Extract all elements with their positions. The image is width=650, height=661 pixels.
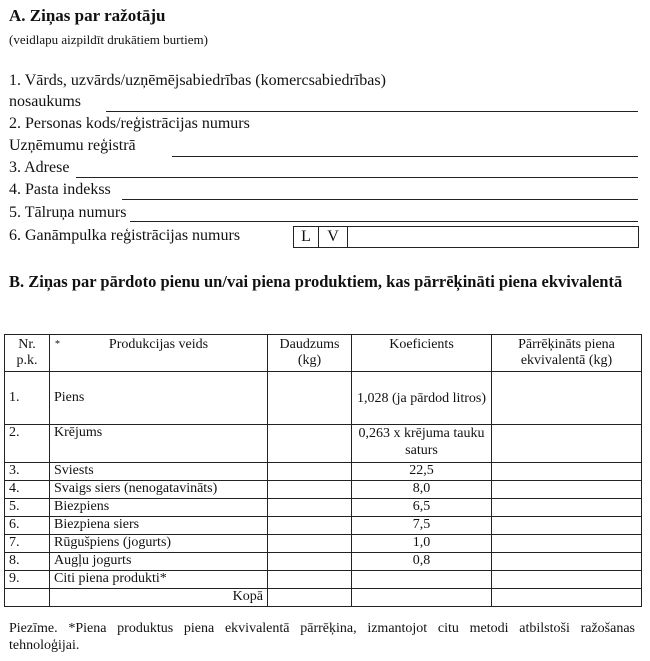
row-nr: 4. bbox=[5, 481, 50, 499]
row-coefficient: 8,0 bbox=[352, 481, 492, 499]
row-product: Rūgušpiens (jogurts) bbox=[50, 535, 268, 553]
row-coefficient: 6,5 bbox=[352, 499, 492, 517]
table-total-row bbox=[5, 589, 642, 607]
row-product: Svaigs siers (nenogatavināts) bbox=[50, 481, 268, 499]
table-row bbox=[5, 571, 642, 589]
header-nr: Nr. p.k. bbox=[5, 335, 50, 372]
prefix-cell-l: L bbox=[294, 227, 319, 247]
header-quantity: Daudzums (kg) bbox=[268, 335, 352, 372]
total-quantity-input[interactable] bbox=[268, 589, 352, 607]
row-quantity-input[interactable] bbox=[268, 372, 352, 425]
row-product: Biezpiena siers bbox=[50, 517, 268, 535]
row-quantity-input[interactable] bbox=[268, 553, 352, 571]
herd-registration-input[interactable] bbox=[293, 226, 639, 248]
table-row bbox=[5, 517, 642, 535]
row-nr: 6. bbox=[5, 517, 50, 535]
section-b-title: B. Ziņas par pārdoto pienu un/vai piena produktiem, kas pārrēķināti piena ekvivalentā bbox=[9, 272, 623, 291]
row-converted-input[interactable] bbox=[492, 481, 642, 499]
row-converted-input[interactable] bbox=[492, 553, 642, 571]
company-name-input[interactable] bbox=[106, 111, 638, 112]
row-product: Citi piena produkti* bbox=[50, 571, 268, 589]
postal-code-label: 4. Pasta indekss bbox=[9, 181, 111, 198]
prefix-cell-v: V bbox=[319, 227, 348, 247]
row-nr: 3. bbox=[5, 463, 50, 481]
table-row bbox=[5, 425, 642, 463]
field-code-label-line1: 2. Personas kods/reģistrācijas numurs bbox=[9, 115, 250, 132]
row-quantity-input[interactable] bbox=[268, 535, 352, 553]
header-converted: Pārrēķināts piena ekvivalentā (kg) bbox=[492, 335, 642, 372]
row-quantity-input[interactable] bbox=[268, 425, 352, 463]
row-quantity-input[interactable] bbox=[268, 463, 352, 481]
field-name-label-line1: 1. Vārds, uzvārds/uzņēmējsabiedrības (komercsabiedrības) bbox=[9, 72, 386, 89]
table-row bbox=[5, 535, 642, 553]
row-quantity-input[interactable] bbox=[268, 571, 352, 589]
phone-label: 5. Tālruņa numurs bbox=[9, 204, 127, 221]
row-nr: 9. bbox=[5, 571, 50, 589]
table-row bbox=[5, 499, 642, 517]
table-header-row bbox=[5, 335, 642, 372]
row-nr: 8. bbox=[5, 553, 50, 571]
registration-number-input[interactable] bbox=[172, 156, 638, 157]
row-converted-input[interactable] bbox=[492, 535, 642, 553]
milk-products-table bbox=[4, 334, 642, 607]
table-row bbox=[5, 481, 642, 499]
phone-input[interactable] bbox=[130, 221, 638, 222]
total-label: Kopā bbox=[50, 589, 268, 607]
section-a-title: A. Ziņas par ražotāju bbox=[9, 6, 166, 25]
row-coefficient bbox=[352, 571, 492, 589]
total-coefficient bbox=[352, 589, 492, 607]
row-product: Krējums bbox=[50, 425, 268, 463]
row-coefficient: 0,263 x krējuma tauku saturs bbox=[352, 425, 492, 463]
row-product: Piens bbox=[50, 372, 268, 425]
table-row bbox=[5, 372, 642, 425]
row-coefficient: 1,028 (ja pārdod litros) bbox=[352, 372, 492, 425]
row-coefficient: 7,5 bbox=[352, 517, 492, 535]
total-nr-empty bbox=[5, 589, 50, 607]
postal-code-input[interactable] bbox=[122, 199, 638, 200]
product-header-mark: * bbox=[55, 339, 60, 350]
header-coefficient: Koeficients bbox=[352, 335, 492, 372]
row-coefficient: 1,0 bbox=[352, 535, 492, 553]
row-quantity-input[interactable] bbox=[268, 481, 352, 499]
table-row bbox=[5, 553, 642, 571]
address-input[interactable] bbox=[76, 177, 638, 178]
field-name-label: nosaukums bbox=[9, 93, 81, 110]
row-converted-input[interactable] bbox=[492, 463, 642, 481]
header-product: * Produkcijas veids bbox=[50, 335, 268, 372]
row-product: Biezpiens bbox=[50, 499, 268, 517]
row-nr: 1. bbox=[5, 372, 50, 425]
row-converted-input[interactable] bbox=[492, 425, 642, 463]
total-converted-input[interactable] bbox=[492, 589, 642, 607]
row-coefficient: 0,8 bbox=[352, 553, 492, 571]
row-converted-input[interactable] bbox=[492, 372, 642, 425]
table-row bbox=[5, 463, 642, 481]
row-quantity-input[interactable] bbox=[268, 499, 352, 517]
row-product: Sviests bbox=[50, 463, 268, 481]
row-nr: 5. bbox=[5, 499, 50, 517]
row-quantity-input[interactable] bbox=[268, 517, 352, 535]
row-nr: 7. bbox=[5, 535, 50, 553]
row-product: Augļu jogurts bbox=[50, 553, 268, 571]
row-converted-input[interactable] bbox=[492, 517, 642, 535]
row-coefficient: 22,5 bbox=[352, 463, 492, 481]
field-code-label: Uzņēmumu reģistrā bbox=[9, 137, 136, 154]
row-converted-input[interactable] bbox=[492, 499, 642, 517]
row-nr: 2. bbox=[5, 425, 50, 463]
footnote: Piezīme. *Piena produktus piena ekvivalentā pārrēķina, izmantojot citu metodi atbilstoši ražošanas tehnoloģijai. bbox=[9, 621, 635, 653]
herd-registration-label: 6. Ganāmpulka reģistrācijas numurs bbox=[9, 227, 241, 244]
address-label: 3. Adrese bbox=[9, 159, 70, 176]
section-a-instruction: (veidlapu aizpildīt drukātiem burtiem) bbox=[9, 32, 208, 47]
row-converted-input[interactable] bbox=[492, 571, 642, 589]
